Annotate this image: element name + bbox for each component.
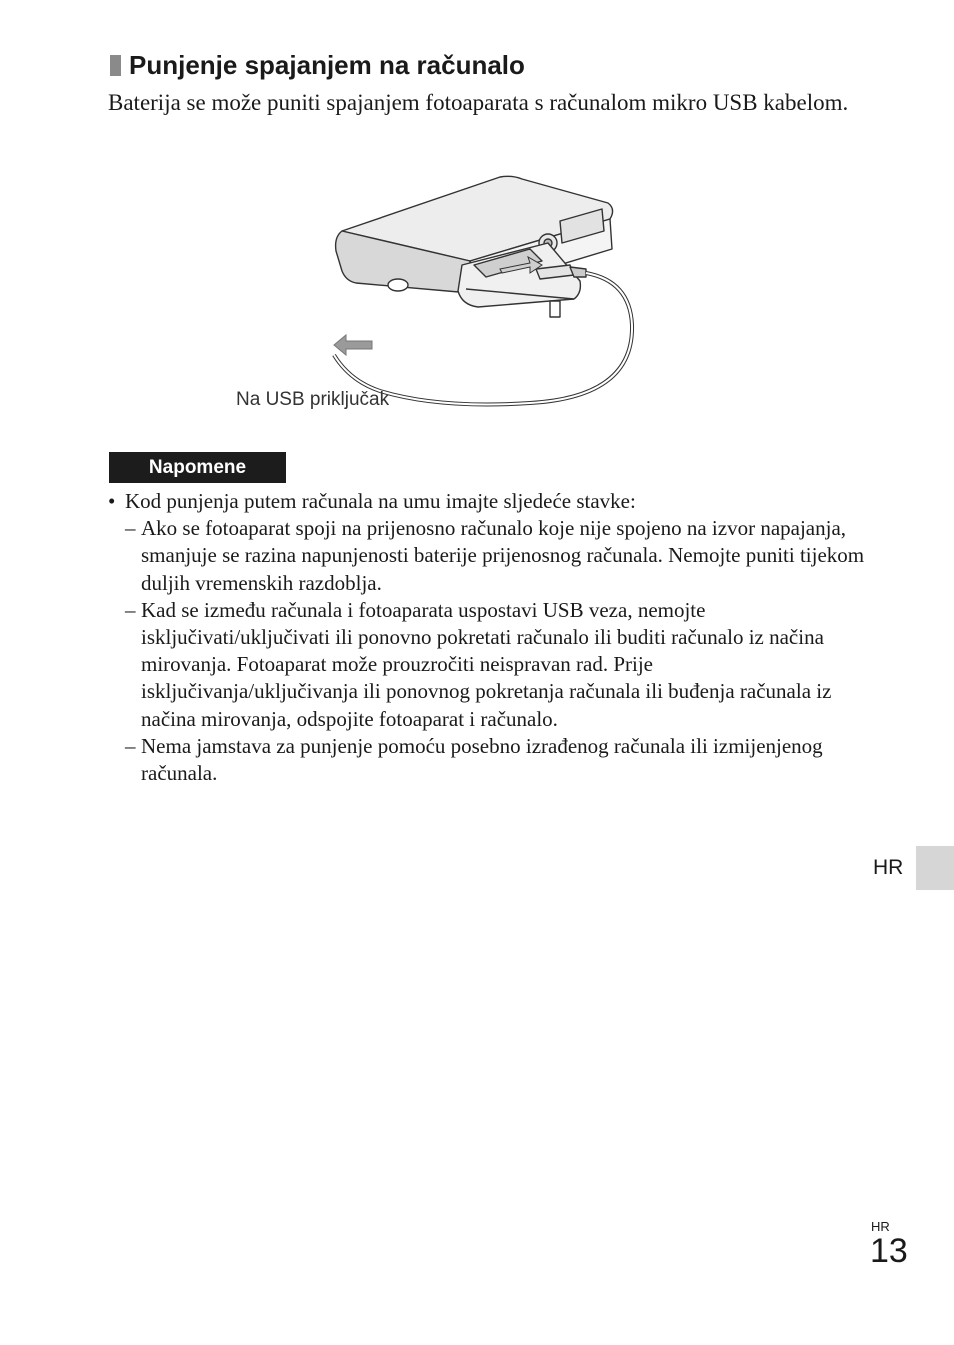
note-item [108,733,868,787]
heading-text: Punjenje spajanjem na računalo [129,50,525,80]
note-item-text: Kad se između računala i fotoaparata uspostavi USB veza, nemojte isključivati/uključivati ili ponovno pokretati računalo ili buditi računalo iz načina mirovanja. Fotoaparat može prouzročiti neispravan rad. Prije isključivanja/uključivanja ili ponovnog pokretanja računala ili buđenja računala iz načina mirovanja, odspojite fotoaparat i računalo. [141,597,832,731]
page-number: 13 [870,1232,908,1270]
notes-list [108,488,868,787]
bullet-mark: • [108,489,116,513]
heading-marker [110,55,121,76]
language-tab [916,846,954,890]
note-bullet-text: Kod punjenja putem računala na umu imajte sljedeće stavke: [125,489,636,513]
language-tab-label: HR [873,856,904,879]
note-item-text: Nema jamstava za punjenje pomoću posebno izrađenog računala ili izmijenjenog računala. [141,733,823,786]
dash-mark: – [125,597,136,622]
note-item [108,597,868,733]
note-item [108,515,868,597]
dash-mark: – [125,516,136,541]
camera-usb-illustration [230,165,660,420]
section-heading [110,48,525,82]
usb-port-label: Na USB priključak [236,389,390,410]
note-item-text: Ako se fotoaparat spoji na prijenosno računalo koje nije spojeno na izvor napajanja, smanjuje se razina napunjenosti baterije prijenosnog računala. Nemojte puniti tijekom duljih vremenskih razdoblja. [141,516,865,595]
note-bullet [108,488,868,515]
page-language: HR [871,1219,890,1234]
notes-badge: Napomene [109,452,286,483]
dash-mark: – [125,733,136,758]
intro-paragraph: Baterija se može puniti spajanjem fotoaparata s računalom mikro USB kabelom. [108,90,849,115]
